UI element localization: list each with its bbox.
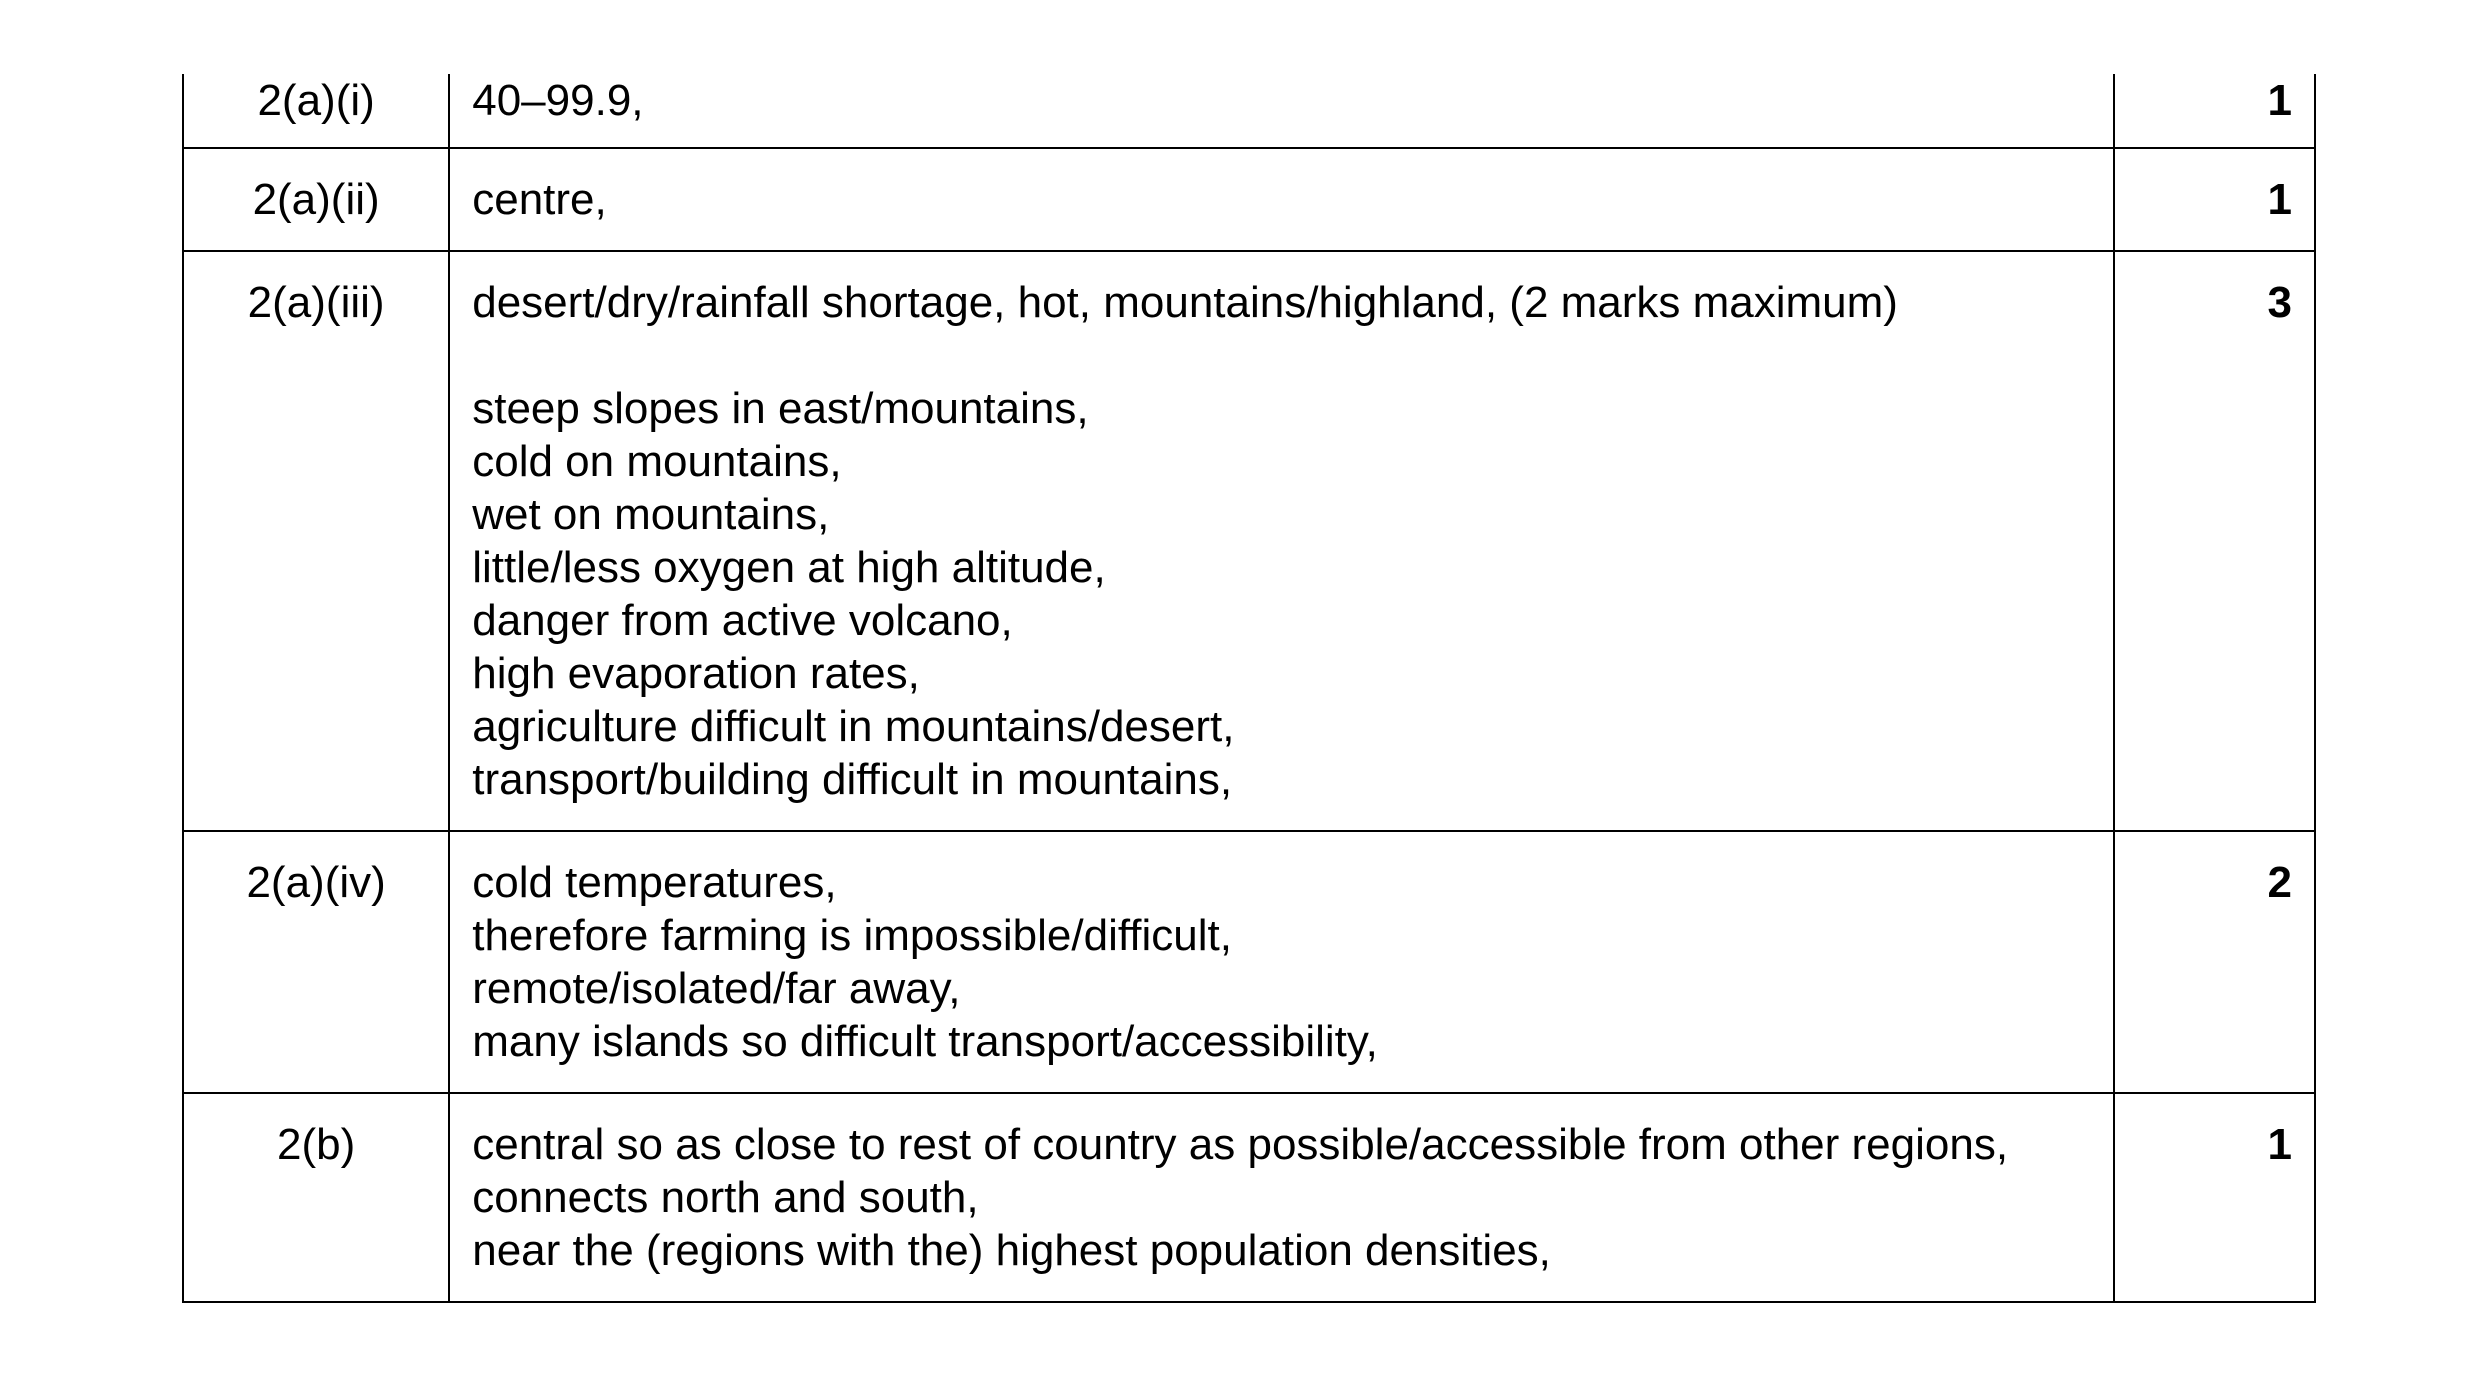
table-row: [183, 74, 2315, 148]
answer-line: cold on mountains,: [472, 437, 842, 486]
answer-line: connects north and south,: [472, 1173, 979, 1222]
answer-intro: desert/dry/rainfall shortage, hot, mountains/highland, (2 marks maximum): [472, 278, 1898, 327]
table-row: [183, 251, 2315, 831]
mark-scheme-table: [182, 74, 2316, 1303]
answer-line: little/less oxygen at high altitude,: [472, 543, 1106, 592]
question-cell: [183, 1093, 449, 1302]
answer-cell: [449, 1093, 2114, 1302]
marks-cell: [2114, 831, 2315, 1093]
marks-cell: [2114, 74, 2315, 148]
marks-cell: [2114, 148, 2315, 251]
answer-cell: [449, 831, 2114, 1093]
question-number: 2(a)(iii): [247, 278, 385, 327]
answer-line: cold temperatures,: [472, 858, 837, 907]
answer-line: steep slopes in east/mountains,: [472, 384, 1089, 433]
answer-line: near the (regions with the) highest population densities,: [472, 1226, 1551, 1275]
answer-line: transport/building difficult in mountains,: [472, 755, 1233, 804]
table-row: [183, 831, 2315, 1093]
answer-line: central so as close to rest of country as possible/accessible from other regions,: [472, 1120, 2009, 1169]
answer-line: centre,: [472, 175, 607, 224]
marks-value: 1: [2267, 76, 2292, 125]
answer-line: 40–99.9,: [472, 76, 644, 125]
marks-value: 1: [2267, 175, 2292, 224]
answer-line: agriculture difficult in mountains/desert,: [472, 702, 1235, 751]
answer-line: high evaporation rates,: [472, 649, 920, 698]
question-cell: [183, 831, 449, 1093]
answer-line: remote/isolated/far away,: [472, 964, 961, 1013]
marks-value: 2: [2267, 858, 2292, 907]
marks-value: 1: [2267, 1120, 2292, 1169]
answer-line: wet on mountains,: [472, 490, 830, 539]
question-number: 2(b): [276, 1120, 356, 1169]
question-cell: [183, 251, 449, 831]
question-cell: [183, 74, 449, 148]
answer-cell: [449, 251, 2114, 831]
question-number: 2(a)(ii): [252, 175, 380, 224]
marks-cell: [2114, 251, 2315, 831]
question-number: 2(a)(i): [257, 76, 375, 125]
answer-line: danger from active volcano,: [472, 596, 1013, 645]
answer-line: therefore farming is impossible/difficult,: [472, 911, 1232, 960]
table-row: [183, 148, 2315, 251]
answer-line: many islands so difficult transport/accessibility,: [472, 1017, 1378, 1066]
spacer: [472, 329, 2103, 382]
marks-value: 3: [2267, 278, 2292, 327]
marks-cell: [2114, 1093, 2315, 1302]
answer-cell: [449, 74, 2114, 148]
question-number: 2(a)(iv): [246, 858, 386, 907]
question-cell: [183, 148, 449, 251]
answer-cell: [449, 148, 2114, 251]
table-row: [183, 1093, 2315, 1302]
